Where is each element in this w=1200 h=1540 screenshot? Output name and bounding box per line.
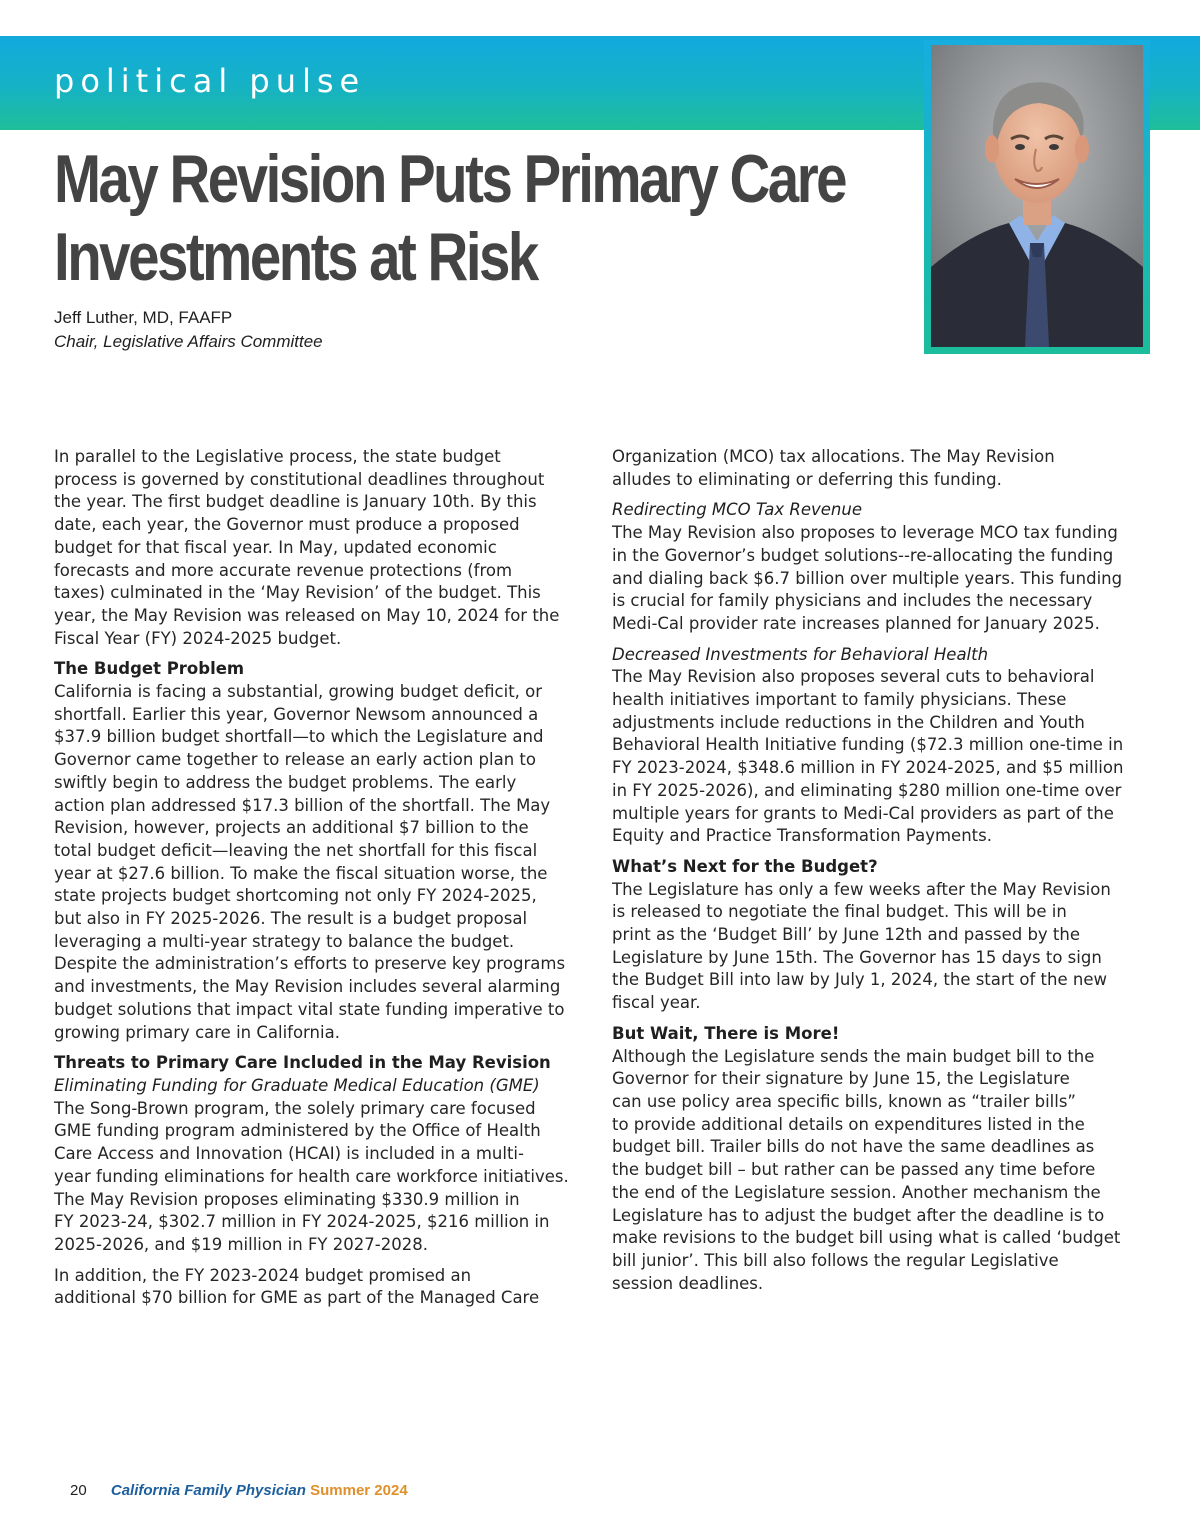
headline-line-2: Investments at Risk bbox=[54, 219, 537, 295]
behavioral-paragraph: The May Revision also proposes several cuts to behavioral health initiatives important to family physicians. These adjustments include reductions in the Children and Youth Behavioral Health Initiative funding ($72.3 million one-time in FY 2023-2024, $348.6 million in FY 2024-2025, and $5 million in FY 2025-2026), and eliminating $280 million one-time over multiple years for grants to Medi-Cal providers as part of the Equity and Practice Transformation Payments. bbox=[612, 667, 1124, 846]
next-heading: What’s Next for the Budget? bbox=[612, 856, 878, 876]
author-photo-frame bbox=[924, 40, 1150, 354]
more-heading: But Wait, There is More! bbox=[612, 1023, 840, 1043]
more-paragraph: Although the Legislature sends the main budget bill to the Governor for their signature by June 15, the Legislature can use policy area specific bills, known as “trailer bills” to provide additional details on expenditures listed in the budget bill. Trailer bills do not have the same deadlines as the budget bill – but rather can be passed any time before the end of the Legislature session. Another mechanism the Legislature has to adjust the budget after the deadline is to make revisions to the budget bill using what is called ‘budget bill junior’. This bill also follows the regular Legislative session deadlines. bbox=[612, 1046, 1121, 1293]
page-footer bbox=[70, 1482, 408, 1499]
budget-problem-paragraph: California is facing a substantial, growing budget deficit, or shortfall. Earlier this year, Governor Newsom announced a $37.9 billion budget shortfall—to which the Legislature and Governor came together to release an early action plan to swiftly begin to address the budget problems. The early action plan addressed $17.3 billion of the shortfall. The May Revision, however, projects an additional $7 billion to the total budget deficit—leaving the net shortfall for this fiscal year at $27.6 billion. To make the fiscal situation worse, the state projects budget shortcoming not only FY 2024-2025, but also in FY 2025-2026. The result is a budget proposal leveraging a multi-year strategy to balance the budget. Despite the administration’s efforts to preserve key programs and investments, the May Revision includes several alarming budget solutions that impact vital state funding imperative to growing primary care in California. bbox=[54, 682, 566, 1042]
publication-name: California Family Physician bbox=[110, 1482, 306, 1499]
budget-problem-heading: The Budget Problem bbox=[54, 659, 245, 679]
threats-heading: Threats to Primary Care Included in the May Revision bbox=[54, 1053, 551, 1073]
intro-paragraph: In parallel to the Legislative process, the state budget process is governed by constitutional deadlines throughout the year. The first budget deadline is January 10th. By this date, each year, the Governor must produce a proposed budget for that fiscal year. In May, updated economic forecasts and more accurate revenue protections (from taxes) culminated in the ‘May Revision’ of the budget. This year, the May Revision was released on May 10, 2024 for the Fiscal Year (FY) 2024-2025 budget. bbox=[54, 447, 560, 648]
addition-paragraph: In addition, the FY 2023-2024 budget promised an additional $70 billion for GME as part of the Managed Care bbox=[54, 1265, 540, 1308]
gme-subheading: Eliminating Funding for Graduate Medical Education (GME) bbox=[54, 1075, 540, 1095]
issue-label: Summer 2024 bbox=[310, 1482, 408, 1499]
page-number: 20 bbox=[70, 1482, 87, 1499]
mco-subheading: Redirecting MCO Tax Revenue bbox=[612, 500, 862, 520]
next-paragraph: The Legislature has only a few weeks after the May Revision is released to negotiate the final budget. This will be in print as the ‘Budget Bill’ by June 12th and passed by the Legislature by June 15th. The Governor has 15 days to sign the Budget Bill into law by July 1, 2024, the start of the new fiscal year. bbox=[612, 879, 1111, 1013]
gme-paragraph: The Song-Brown program, the solely primary care focused GME funding program administered by the Office of Health Care Access and Innovation (HCAI) is included in a multi- year funding eliminations for health care workforce initiatives. The May Revision proposes eliminating $330.9 million in FY 2023-24, $302.7 million in FY 2024-2025, $216 million in 2025-2026, and $19 million in FY 2027-2028. bbox=[54, 1098, 569, 1254]
right-column bbox=[612, 446, 1152, 1303]
author-photo bbox=[931, 45, 1143, 347]
mco-paragraph: The May Revision also proposes to leverage MCO tax funding in the Governor’s budget solutions--re-allocating the funding and dialing back $6.7 billion over multiple years. This funding is crucial for family physicians and includes the necessary Medi-Cal provider rate increases planned for January 2025. bbox=[612, 523, 1123, 633]
author-title: Chair, Legislative Affairs Committee bbox=[54, 332, 323, 351]
section-label: political pulse bbox=[54, 62, 366, 100]
author-name: Jeff Luther, MD, FAAFP bbox=[54, 308, 233, 327]
behavioral-subheading: Decreased Investments for Behavioral Health bbox=[612, 644, 989, 664]
headline-line-1: May Revision Puts Primary Care bbox=[54, 141, 846, 217]
article-headline bbox=[54, 140, 846, 296]
continued-paragraph: Organization (MCO) tax allocations. The May Revision alludes to eliminating or deferring this funding. bbox=[612, 447, 1055, 489]
left-column bbox=[54, 446, 594, 1318]
